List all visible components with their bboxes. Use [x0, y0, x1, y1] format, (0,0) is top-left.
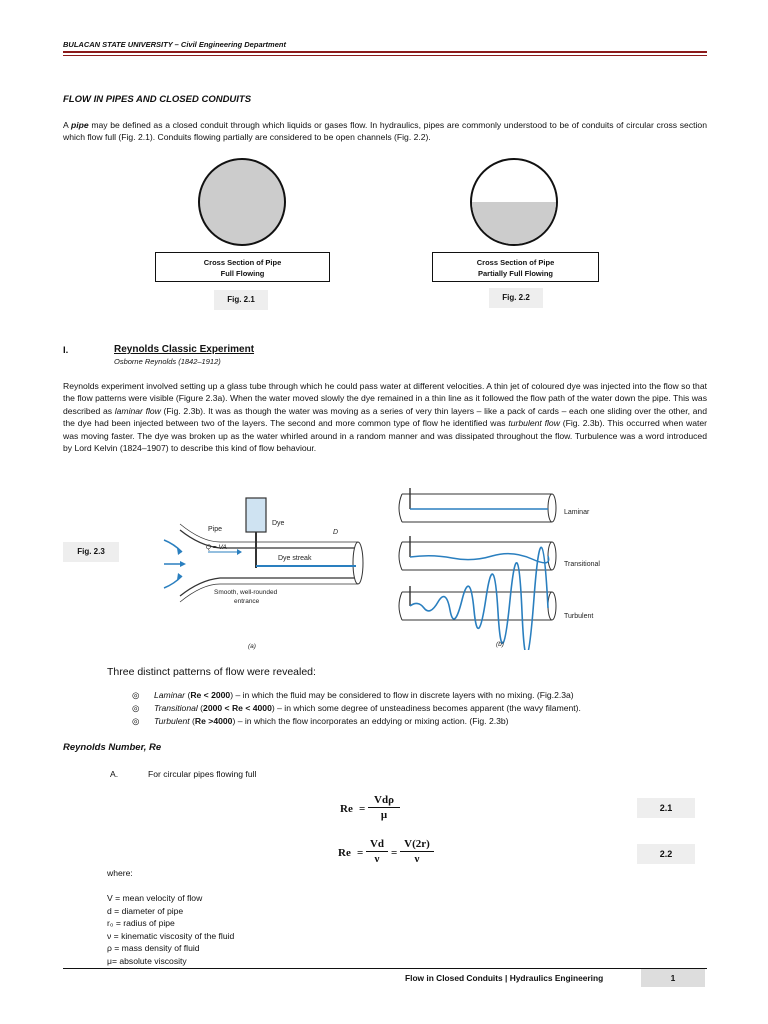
fig21-caption-line2: Full Flowing	[220, 269, 265, 278]
variable-list	[107, 892, 234, 968]
variable-item: ρ = mass density of fluid	[107, 943, 200, 954]
laminar-tube-left	[399, 494, 402, 522]
bullet-icon: ◎	[132, 690, 140, 700]
subsection-a	[110, 769, 256, 779]
laminar-tube-end	[548, 494, 556, 522]
eq2-equals-2: =	[391, 847, 398, 859]
equation-2-2	[338, 838, 448, 872]
label-entrance-1: Smooth, well-rounded	[214, 589, 278, 596]
paren-close: )	[271, 703, 275, 713]
fig23b-diagram	[392, 482, 610, 650]
reynolds-number-heading: Reynolds Number, Re	[63, 742, 162, 753]
variable-item: μ= absolute viscosity	[107, 955, 187, 966]
eq1-denominator: μ	[380, 809, 388, 821]
label-dye-streak: Dye streak	[278, 555, 312, 562]
pattern-name: Laminar	[154, 690, 186, 700]
variable-item: d = diameter of pipe	[107, 905, 184, 916]
eq2-fraction-bar-1	[366, 851, 388, 852]
variable-item: r₀ = radius of pipe	[107, 918, 175, 929]
paren-open: (	[189, 716, 195, 726]
page-header: BULACAN STATE UNIVERSITY – Civil Engineering Department	[63, 40, 286, 49]
eq2-fraction-bar-2	[400, 851, 434, 852]
fig22-caption-line2: Partially Full Flowing	[477, 269, 553, 278]
fig21-label: Fig. 2.1	[214, 290, 268, 310]
eq1-equals: =	[359, 803, 366, 815]
fig22-caption	[432, 252, 599, 282]
label-q-va: Q = VA	[206, 544, 227, 551]
term-turbulent-flow: turbulent flow	[508, 418, 560, 429]
term-laminar-flow: laminar flow	[114, 405, 161, 416]
intro-text-post: may be defined as a closed conduit through which liquids or gases flow. In hydraulics, pipes are commonly understood to be of conduits of circular cross section which flow full (Fig. 2.1). Conduits flowing partially are considered to be open channels (Fig. 2.2).	[63, 120, 707, 143]
pattern-item-transitional	[132, 703, 581, 714]
pattern-description: – in which the fluid may be considered to flow in discrete layers with no mixing. (Fig.2.3a)	[233, 690, 574, 700]
eq1-fraction-bar	[368, 807, 400, 808]
turbulent-tube-left	[399, 592, 402, 620]
pattern-condition: Re < 2000	[190, 690, 231, 700]
partial-water-fill	[472, 202, 556, 244]
transitional-dye	[410, 554, 549, 563]
label-entrance-2: entrance	[234, 598, 260, 605]
eq2-numerator-2: V(2r)	[404, 838, 430, 850]
section-title: Reynolds Classic Experiment	[114, 344, 255, 355]
pipe-outer-top	[180, 524, 358, 542]
dye-tank	[246, 498, 266, 532]
pattern-name: Turbulent	[154, 716, 190, 726]
document-title: FLOW IN PIPES AND CLOSED CONDUITS	[63, 94, 252, 105]
pipe-full-circle	[198, 158, 286, 246]
variable-item: V = mean velocity of flow	[107, 893, 203, 903]
header-rule-thin	[63, 55, 707, 56]
patterns-heading: Three distinct patterns of flow were revealed:	[107, 666, 316, 678]
fig22-label: Fig. 2.2	[489, 288, 543, 308]
transitional-tube-left	[399, 542, 402, 570]
pattern-description: – in which the flow incorporates an eddying or mixing action. (Fig. 2.3b)	[235, 716, 509, 726]
bullet-icon: ◎	[132, 703, 140, 713]
label-dye: Dye	[272, 520, 285, 527]
page-number: 1	[641, 969, 705, 987]
eq1-numerator: Vdρ	[374, 794, 394, 806]
reynolds-text-1: Reynolds experiment involved setting up a glass tube through which he could pass water at different velocities. A thin jet of coloured dye was injected into the flow so that the flow patterns were visible (Figure 2.3a). When the water moved slowly the dye remained in a thin line as it followed the flow path of the water down the pipe. This was described as	[63, 381, 707, 416]
equation-2-1	[340, 794, 410, 828]
eq1-lhs: Re	[340, 803, 353, 815]
label-turbulent: Turbulent	[564, 613, 594, 620]
pattern-name: Transitional	[154, 703, 198, 713]
equation-2-1-label: 2.1	[637, 798, 695, 818]
header-rule	[63, 51, 707, 53]
subsection-letter: A.	[110, 769, 119, 779]
subsection-text: For circular pipes flowing full	[148, 769, 257, 779]
intro-term-pipe: pipe	[70, 120, 89, 130]
paren-close: )	[230, 690, 234, 700]
pattern-item-turbulent	[132, 716, 509, 727]
turbulent-tube-walls	[402, 592, 552, 620]
q-arrow-head	[237, 549, 242, 555]
section-subtitle: Osborne Reynolds (1842–1912)	[114, 357, 221, 366]
eq2-denominator-1: ν	[374, 853, 380, 865]
paren-close: )	[232, 716, 236, 726]
label-transitional: Transitional	[564, 561, 600, 568]
equation-2-2-label: 2.2	[637, 844, 695, 864]
where-label: where:	[107, 868, 133, 878]
pattern-condition: 2000 < Re < 4000	[203, 703, 272, 713]
fig21-caption-line1: Cross Section of Pipe	[203, 258, 282, 267]
arrow-head-2	[180, 561, 186, 567]
pattern-description: – in which some degree of unsteadiness becomes apparent (the wavy filament).	[274, 703, 581, 713]
fig23-label: Fig. 2.3	[63, 542, 119, 562]
eq2-denominator-2: ν	[414, 853, 420, 865]
reynolds-text-2: (Fig. 2.3b). It was as though the water was moving as a series of very thin layers – like a pack of cards – each one sliding over the other, and the dye had been injected between two of the layers. The second and more common type of flow he identified was	[63, 405, 707, 429]
eq2-numerator-1: Vd	[369, 838, 385, 850]
footer-text: Flow in Closed Conduits | Hydraulics Engineering	[405, 973, 604, 983]
caption-a: (a)	[248, 643, 256, 650]
intro-text-pre: A	[63, 120, 71, 130]
fig22-caption-line1: Cross Section of Pipe	[476, 258, 555, 267]
label-pipe: Pipe	[208, 526, 223, 533]
reynolds-paragraph	[63, 380, 707, 454]
fig21-caption	[155, 252, 330, 282]
reynolds-text-3: (Fig. 2.3b). This occurred when water was moving faster. The dye was broken up as the water whirled around in a random manner and was dissipated throughout the flow. Turbulence was a word introduced by Lord Kelvin (1824–1907) to describe this kind of flow behaviour.	[63, 418, 708, 454]
intro-paragraph	[63, 119, 707, 144]
footer-rule	[63, 968, 707, 969]
variable-item: ν = kinematic viscosity of the fluid	[107, 930, 235, 941]
eq2-equals: =	[357, 847, 364, 859]
pipe-partial-circle	[470, 158, 558, 246]
laminar-tube-walls	[402, 494, 552, 522]
bullet-icon: ◎	[132, 716, 140, 726]
pattern-condition: Re >4000	[194, 716, 233, 726]
paren-open: (	[197, 703, 204, 713]
pattern-item-laminar	[132, 690, 574, 701]
section-number: I.	[63, 345, 69, 356]
fig23a-diagram	[160, 488, 370, 653]
label-laminar: Laminar	[564, 509, 590, 516]
turbulent-dye	[410, 547, 548, 650]
eq2-lhs: Re	[338, 847, 351, 859]
caption-b: (b)	[496, 641, 504, 648]
turbulent-tube-end	[548, 592, 556, 620]
paren-open: (	[185, 690, 191, 700]
transitional-tube-end	[548, 542, 556, 570]
pipe-end	[353, 542, 363, 584]
label-d: D	[333, 529, 339, 536]
